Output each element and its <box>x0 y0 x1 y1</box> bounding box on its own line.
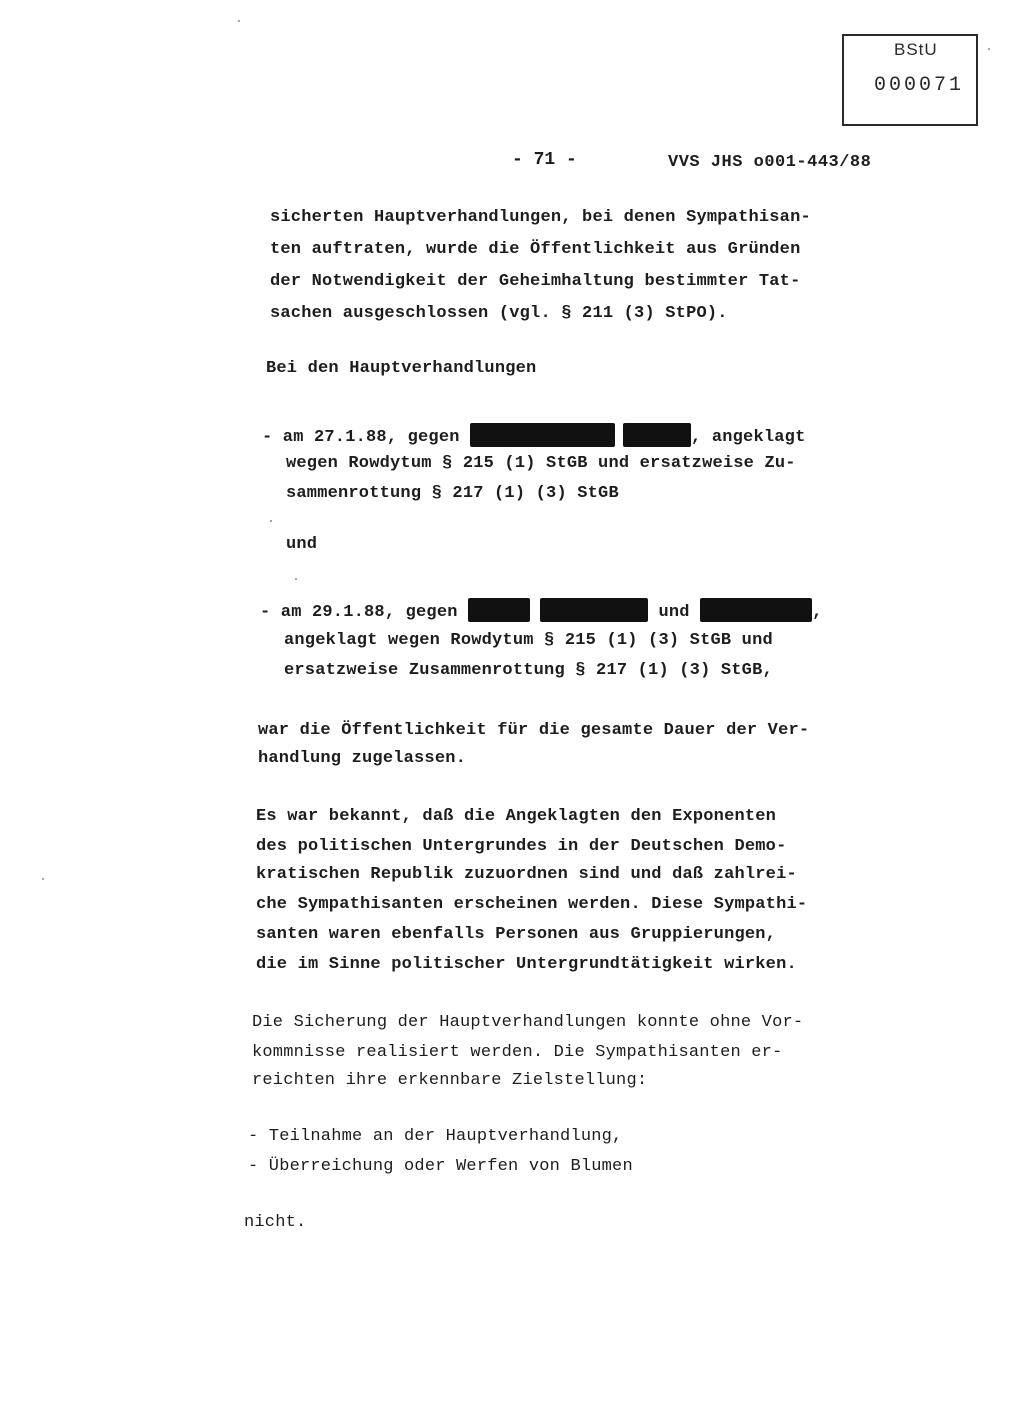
list-item-first-line: - am 29.1.88, gegen und , <box>260 598 822 622</box>
scan-speck <box>270 520 272 522</box>
scan-speck <box>295 578 297 580</box>
text-line: wegen Rowdytum § 215 (1) StGB und ersatzweise Zu- <box>286 454 796 473</box>
text-line: Die Sicherung der Hauptverhandlungen konnte ohne Vor- <box>252 1013 804 1032</box>
text-line: kommnisse realisiert werden. Die Sympathisanten er- <box>252 1043 783 1062</box>
item-middle: und <box>658 603 690 622</box>
text-line: nicht. <box>244 1213 307 1232</box>
text-line: ersatzweise Zusammenrottung § 217 (1) (3) StGB, <box>284 661 773 680</box>
text-line: sachen ausgeschlossen (vgl. § 211 (3) StPO). <box>270 304 728 323</box>
item-prefix: - am 29.1.88, gegen <box>260 603 458 622</box>
redaction-bar <box>540 598 648 622</box>
text-line: - Überreichung oder Werfen von Blumen <box>248 1157 633 1176</box>
text-line: Es war bekannt, daß die Angeklagten den Exponenten <box>256 807 777 826</box>
stamp-number: 000071 <box>874 74 965 97</box>
item-prefix: - am 27.1.88, gegen <box>262 428 460 447</box>
archive-stamp <box>842 34 978 126</box>
text-line: - Teilnahme an der Hauptverhandlung, <box>248 1127 623 1146</box>
redaction-bar <box>700 598 812 622</box>
text-line: handlung zugelassen. <box>258 749 467 768</box>
redaction-bar <box>470 423 615 447</box>
scan-speck <box>238 20 240 22</box>
text-line: des politischen Untergrundes in der Deutschen Demo- <box>256 837 787 856</box>
text-line: kratischen Republik zuzuordnen sind und daß zahlrei- <box>256 865 797 884</box>
text-line: santen waren ebenfalls Personen aus Gruppierungen, <box>256 925 777 944</box>
text-line: sicherten Hauptverhandlungen, bei denen Sympathisan- <box>270 208 811 227</box>
text-line: der Notwendigkeit der Geheimhaltung bestimmter Tat- <box>270 272 801 291</box>
scan-speck <box>42 878 44 880</box>
text-line: angeklagt wegen Rowdytum § 215 (1) (3) StGB und <box>284 631 773 650</box>
document-reference: VVS JHS o001-443/88 <box>668 153 872 172</box>
page-number: - 71 - <box>512 150 577 170</box>
stamp-organization: BStU <box>894 40 938 59</box>
text-line: war die Öffentlichkeit für die gesamte Dauer der Ver- <box>258 721 810 740</box>
text-line: die im Sinne politischer Untergrundtätigkeit wirken. <box>256 955 797 974</box>
item-suffix: , angeklagt <box>691 428 806 447</box>
text-line: reichten ihre erkennbare Zielstellung: <box>252 1071 648 1090</box>
text-line: und <box>286 535 318 554</box>
text-line: che Sympathisanten erscheinen werden. Diese Sympathi- <box>256 895 808 914</box>
text-line: sammenrottung § 217 (1) (3) StGB <box>286 484 619 503</box>
text-line: Bei den Hauptverhandlungen <box>266 359 537 378</box>
redaction-bar <box>468 598 530 622</box>
redaction-bar <box>623 423 691 447</box>
scan-speck <box>988 48 990 50</box>
text-line: ten auftraten, wurde die Öffentlichkeit aus Gründen <box>270 240 801 259</box>
list-item-first-line <box>262 423 805 447</box>
